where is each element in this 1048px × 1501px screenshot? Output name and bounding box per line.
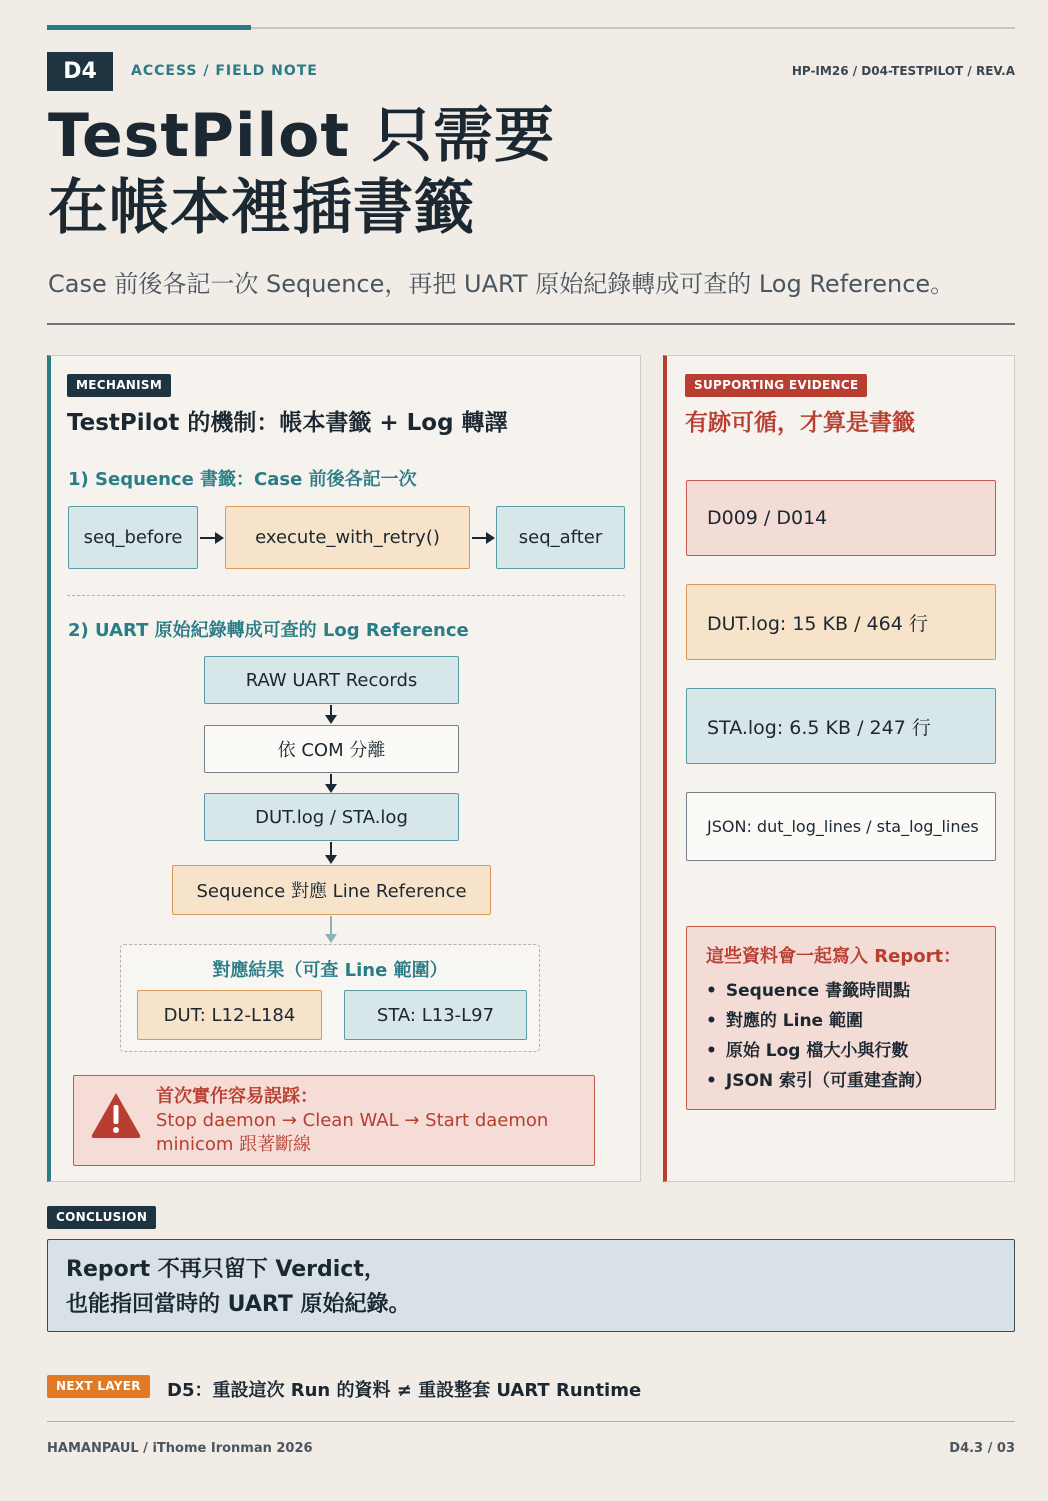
step-separator — [67, 595, 625, 596]
evidence-item-ids: D009 / D014 — [686, 480, 996, 556]
line-reference-box: Sequence 對應 Line Reference — [172, 865, 491, 915]
report-title: 這些資料會一起寫入 Report： — [706, 946, 962, 967]
dut-range-box: DUT: L12-L184 — [137, 990, 322, 1040]
evidence-item-sta-log: STA.log: 6.5 KB / 247 行 — [686, 688, 996, 764]
raw-uart-box: RAW UART Records — [204, 656, 459, 704]
next-layer-tag — [47, 1375, 150, 1398]
report-list — [706, 976, 932, 1096]
footer-author: HAMANPAUL / iThome Ironman 2026 — [47, 1441, 313, 1456]
evidence-item-json: JSON: dut_log_lines / sta_log_lines — [686, 792, 996, 861]
step1-label: 1) Sequence 書籤：Case 前後各記一次 — [68, 469, 417, 490]
seq-before-box: seq_before — [68, 506, 198, 569]
warning-line-3: minicom 跟著斷線 — [156, 1134, 312, 1155]
warning-triangle-icon — [89, 1090, 143, 1144]
mechanism-heading: TestPilot 的機制：帳本書籤 + Log 轉譯 — [67, 410, 508, 436]
evidence-item-dut-log: DUT.log: 15 KB / 464 行 — [686, 584, 996, 660]
list-item: • 對應的 Line 範圍 — [706, 1006, 932, 1036]
title-line-2: 在帳本裡插書籤 — [48, 173, 475, 243]
subtitle: Case 前後各記一次 Sequence，再把 UART 原始紀錄轉成可查的 Log Reference。 — [48, 270, 955, 298]
footer-divider — [47, 1421, 1015, 1422]
execute-with-retry-box: execute_with_retry() — [225, 506, 470, 569]
conclusion-line-2: 也能指回當時的 UART 原始紀錄。 — [66, 1292, 411, 1317]
log-files-box: DUT.log / STA.log — [204, 793, 459, 841]
warning-line-1: 首次實作容易誤踩： — [156, 1086, 318, 1107]
arrow-right — [200, 537, 222, 539]
section-badge: D4 — [47, 52, 113, 91]
seq-after-box: seq_after — [496, 506, 625, 569]
page-title — [48, 100, 555, 244]
arrow-down — [330, 774, 332, 790]
mechanism-tag — [67, 374, 171, 397]
result-title: 對應結果（可查 Line 範圍） — [212, 960, 448, 981]
page-number: D4.3 / 03 — [949, 1441, 1015, 1456]
conclusion-text — [66, 1252, 411, 1322]
warning-line-2: Stop daemon → Clean WAL → Start daemon — [156, 1110, 549, 1131]
arrow-down — [330, 705, 332, 721]
list-item: • 原始 Log 檔大小與行數 — [706, 1036, 932, 1066]
mechanism-tag-label: MECHANISM — [67, 374, 171, 397]
arrow-down — [330, 842, 332, 861]
top-accent-bar — [47, 25, 251, 30]
list-item: • Sequence 書籤時間點 — [706, 976, 932, 1006]
arrow-down — [330, 916, 332, 940]
conclusion-line-1: Report 不再只留下 Verdict， — [66, 1257, 386, 1282]
conclusion-tag-label: CONCLUSION — [47, 1206, 156, 1229]
arrow-right — [472, 537, 493, 539]
evidence-tag-label: SUPPORTING EVIDENCE — [685, 374, 867, 397]
next-layer-tag-label: NEXT LAYER — [47, 1375, 150, 1398]
sta-range-box: STA: L13-L97 — [344, 990, 527, 1040]
evidence-tag — [685, 374, 867, 397]
header-divider — [47, 323, 1015, 325]
title-line-1: TestPilot 只需要 — [48, 101, 555, 171]
list-item: • JSON 索引（可重建查詢） — [706, 1066, 932, 1096]
document-id: HP-IM26 / D04-TESTPILOT / REV.A — [791, 64, 1015, 78]
step2-label: 2) UART 原始紀錄轉成可查的 Log Reference — [68, 620, 469, 641]
kicker: ACCESS / FIELD NOTE — [131, 63, 318, 79]
split-by-com-box: 依 COM 分離 — [204, 725, 459, 773]
warning-text — [156, 1085, 548, 1157]
conclusion-tag — [47, 1206, 156, 1229]
next-layer-text: D5：重設這次 Run 的資料 ≠ 重設整套 UART Runtime — [167, 1380, 642, 1401]
evidence-heading: 有跡可循，才算是書籤 — [685, 410, 915, 436]
